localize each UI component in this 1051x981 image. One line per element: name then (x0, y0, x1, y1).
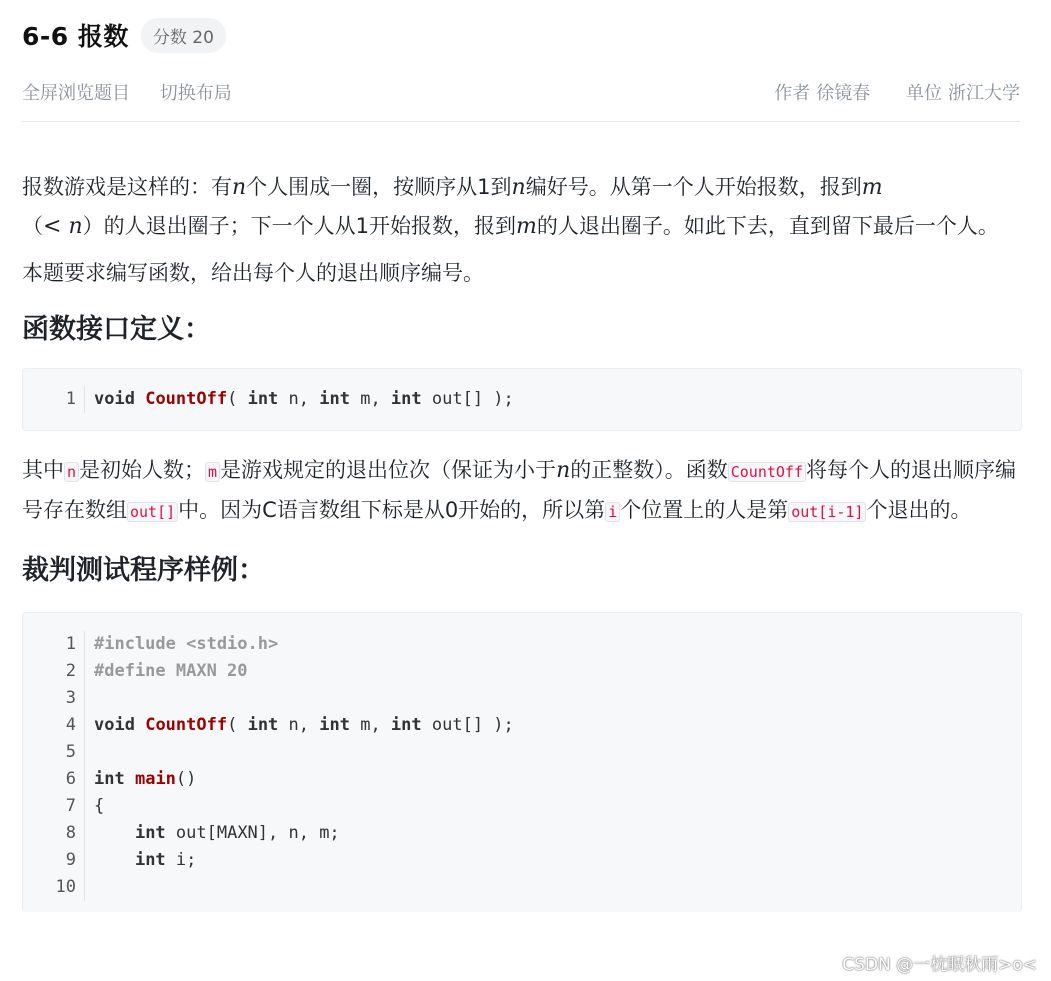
line-number: 10 (23, 874, 85, 901)
explanation-paragraph (22, 451, 1022, 531)
score-badge: 分数 20 (141, 18, 226, 53)
math-var-n: n (556, 458, 571, 483)
indent (94, 823, 135, 843)
author-label: 作者 (774, 83, 811, 104)
line-number: 2 (23, 658, 85, 685)
unit-name: 浙江大学 (948, 83, 1020, 104)
unit-label: 单位 (906, 83, 942, 104)
code-token: out[] ); (421, 389, 514, 409)
code-text (85, 685, 94, 712)
inline-code-out-i: out[i-1] (788, 502, 866, 522)
code-line (23, 739, 1021, 766)
code-token: n, (278, 715, 320, 735)
text-span: ）的人退出圈子；下一个人从1开始报数，报到 (82, 214, 516, 238)
code-line (23, 874, 1021, 901)
keyword: int (134, 823, 166, 843)
meta-row (22, 78, 1020, 106)
inline-code-out: out[] (127, 502, 178, 522)
code-token: m, (349, 389, 391, 409)
view-options (22, 79, 256, 105)
preprocessor: #define MAXN 20 (94, 661, 248, 681)
keyword: int (94, 769, 125, 789)
text-span: 编好号。从第一个人开始报数，报到 (525, 175, 862, 199)
line-number: 1 (23, 631, 85, 658)
code-text (85, 847, 196, 874)
interface-code-block (22, 368, 1022, 431)
requirement-paragraph: 本题要求编写函数，给出每个人的退出顺序编号。 (22, 261, 484, 285)
keyword: void (94, 389, 135, 409)
code-line (23, 820, 1021, 847)
code-token: i; (165, 850, 197, 870)
text-span: 其中 (22, 458, 64, 482)
text-span: 个人围成一圈，按顺序从1到 (246, 175, 512, 199)
math-lt: < (43, 214, 69, 239)
problem-header (22, 16, 1020, 54)
description-paragraph (22, 168, 1022, 246)
inline-code-m: m (205, 462, 220, 482)
code-text (85, 712, 514, 739)
text-span: 是初始人数； (79, 458, 206, 482)
code-text (85, 874, 94, 901)
problem-content (22, 168, 1022, 912)
keyword: int (319, 715, 350, 735)
code-text (85, 386, 514, 413)
title-row (22, 16, 1020, 54)
line-number: 3 (23, 685, 85, 712)
code-line (23, 847, 1021, 874)
unit-info (906, 83, 1020, 104)
code-text (85, 766, 196, 793)
code-text (85, 631, 278, 658)
fullscreen-view-link[interactable]: 全屏浏览题目 (22, 83, 130, 104)
text-span: 的人退出圈子。如此下去，直到留下最后一个人。 (536, 214, 999, 238)
math-var-n: n (232, 175, 247, 200)
text-span: 将每个人的退出顺序编号存在数组 (22, 458, 1016, 522)
math-var-n: n (68, 214, 83, 239)
function-name: main (134, 769, 176, 789)
line-number: 4 (23, 712, 85, 739)
header-divider (22, 121, 1020, 122)
switch-layout-link[interactable]: 切换布局 (159, 83, 232, 104)
text-span: 个退出的。 (866, 498, 972, 522)
text-span: 报数游戏是这样的：有 (22, 175, 232, 199)
code-text (85, 739, 94, 766)
indent (94, 850, 135, 870)
author-name: 徐镜春 (816, 83, 871, 104)
code-line (23, 766, 1021, 793)
code-text: { (94, 796, 105, 816)
text-span: （ (22, 214, 43, 238)
math-var-m: m (515, 214, 537, 239)
inline-code-countoff: CountOff (728, 462, 806, 482)
code-line (23, 658, 1021, 685)
line-number: 7 (23, 793, 85, 820)
code-line (23, 386, 1021, 413)
keyword: int (247, 389, 279, 409)
math-var-m: m (861, 175, 883, 200)
keyword: int (134, 850, 166, 870)
line-number: 5 (23, 739, 85, 766)
keyword: int (390, 389, 422, 409)
inline-code-n: n (64, 462, 79, 482)
line-number: 1 (23, 386, 85, 413)
author-info (774, 83, 870, 104)
keyword: int (390, 715, 422, 735)
code-token: out[] ); (421, 715, 514, 735)
code-token: ( (227, 715, 248, 735)
code-token: out[MAXN], n, m; (165, 823, 340, 843)
code-line (23, 685, 1021, 712)
function-name: CountOff (145, 715, 228, 735)
problem-info (744, 79, 1020, 105)
text-span: 是游戏规定的退出位次（保证为小于 (220, 458, 557, 482)
code-text (85, 820, 340, 847)
code-line (23, 793, 1021, 820)
problem-title: 6-6 报数 (22, 22, 129, 51)
line-number: 9 (23, 847, 85, 874)
code-text (85, 658, 248, 685)
code-token: m, (349, 715, 391, 735)
sample-heading: 裁判测试程序样例： (22, 555, 265, 586)
text-span: 中。因为C语言数组下标是从0开始的，所以第 (178, 498, 606, 522)
text-span: 的正整数）。函数 (570, 458, 728, 482)
keyword: void (94, 715, 135, 735)
code-token: n, (278, 389, 320, 409)
keyword: int (247, 715, 279, 735)
math-var-n: n (511, 175, 526, 200)
line-number: 8 (23, 820, 85, 847)
code-token: () (175, 769, 197, 789)
csdn-watermark: CSDN @一枕眠秋雨>o< (842, 955, 1037, 975)
text-span: 个位置上的人是第 (620, 498, 789, 522)
code-token: ( (227, 389, 248, 409)
keyword: int (319, 389, 350, 409)
sample-code-block (22, 612, 1022, 912)
function-name: CountOff (145, 389, 228, 409)
preprocessor: #include <stdio.h> (94, 634, 279, 654)
inline-code-i: i (605, 502, 620, 522)
interface-heading: 函数接口定义： (22, 314, 211, 345)
line-number: 6 (23, 766, 85, 793)
code-line (23, 631, 1021, 658)
code-line (23, 712, 1021, 739)
